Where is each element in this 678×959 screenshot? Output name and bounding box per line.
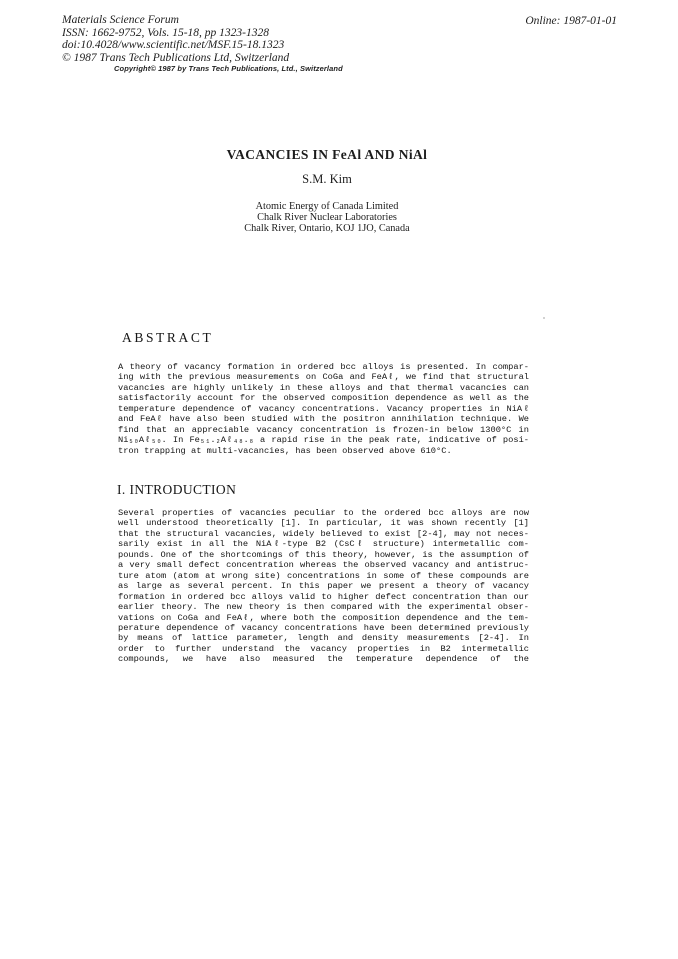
journal-header: [62, 14, 289, 64]
title-block: [85, 147, 569, 234]
doi-line: doi:10.4028/www.scientific.net/MSF.15-18.1323: [62, 39, 285, 52]
introduction-text: Several properties of vacancies peculiar to the ordered bcc alloys are now well understood theoretically [1]. In particular, it was shown recently [1] that the structural vacancies, widely believed to exist [2-4], may not neces- sarily exist in all the NiAℓ-type B2 (CsCℓ structure) intermetallic com- pounds. One of the shortcomings of this theory, however, is the assumption of a very small defect concentration whereas the observed vacancy and antistruc- ture atom (atom at wrong site) concentrations in some of these compounds are as large as several percent. In this paper we present a theory of vacancy formation in ordered bcc alloys valid to higher defect concentration than our earlier theory. The new theory is then compared with the experimental obser- vations on CoGa and FeAℓ, where both the composition dependence and the tem- perature dependence of vacancy concentrations have been determined previously by means of lattice parameter, length and density measurements [2-4]. In order to further understand the vacancy properties in B2 intermetallic compounds, we have also measured the temperature dependence of the: [118, 508, 529, 665]
affiliation: Atomic Energy of Canada Limited Chalk River Nuclear Laboratories Chalk River, Ontario, KOJ 1JO, Canada: [244, 201, 410, 234]
abstract-heading: ABSTRACT: [122, 330, 214, 345]
introduction-heading: I. INTRODUCTION: [117, 482, 237, 497]
paper-title: VACANCIES IN FeAl AND NiAl: [226, 147, 428, 162]
online-date: Online: 1987-01-01: [525, 15, 617, 27]
copyright-line: © 1987 Trans Tech Publications Ltd, Switzerland: [62, 51, 290, 64]
journal-title: Materials Science Forum: [62, 14, 179, 26]
abstract-text: A theory of vacancy formation in ordered bcc alloys is presented. In compar- ing with the previous measurements on CoGa and FeAℓ, we find that structural vacancies are highly unlikely in these alloys and that thermal vacancies can satisfactorily account for the observed composition dependence as well as the temperature dependence of vacancy concentrations. Vacancy properties in NiAℓ and FeAℓ have also been studied with the positron annihilation technique. We find that an appreciable vacancy concentration is frozen-in below 1300°C in Ni₅₀Aℓ₅₀. In Fe₅₁.₂Aℓ₄₈.₈ a rapid rise in the peak rate, indicative of posi- tron trapping at multi-vacancies, has been observed above 610°C.: [118, 362, 529, 456]
scan-speck: [543, 317, 545, 319]
issn-line: ISSN: 1662-9752, Vols. 15-18, pp 1323-1328: [62, 26, 269, 39]
copyright-notice: Copyright© 1987 by Trans Tech Publications, Ltd., Switzerland: [114, 64, 343, 73]
author-name: S.M. Kim: [302, 172, 352, 186]
